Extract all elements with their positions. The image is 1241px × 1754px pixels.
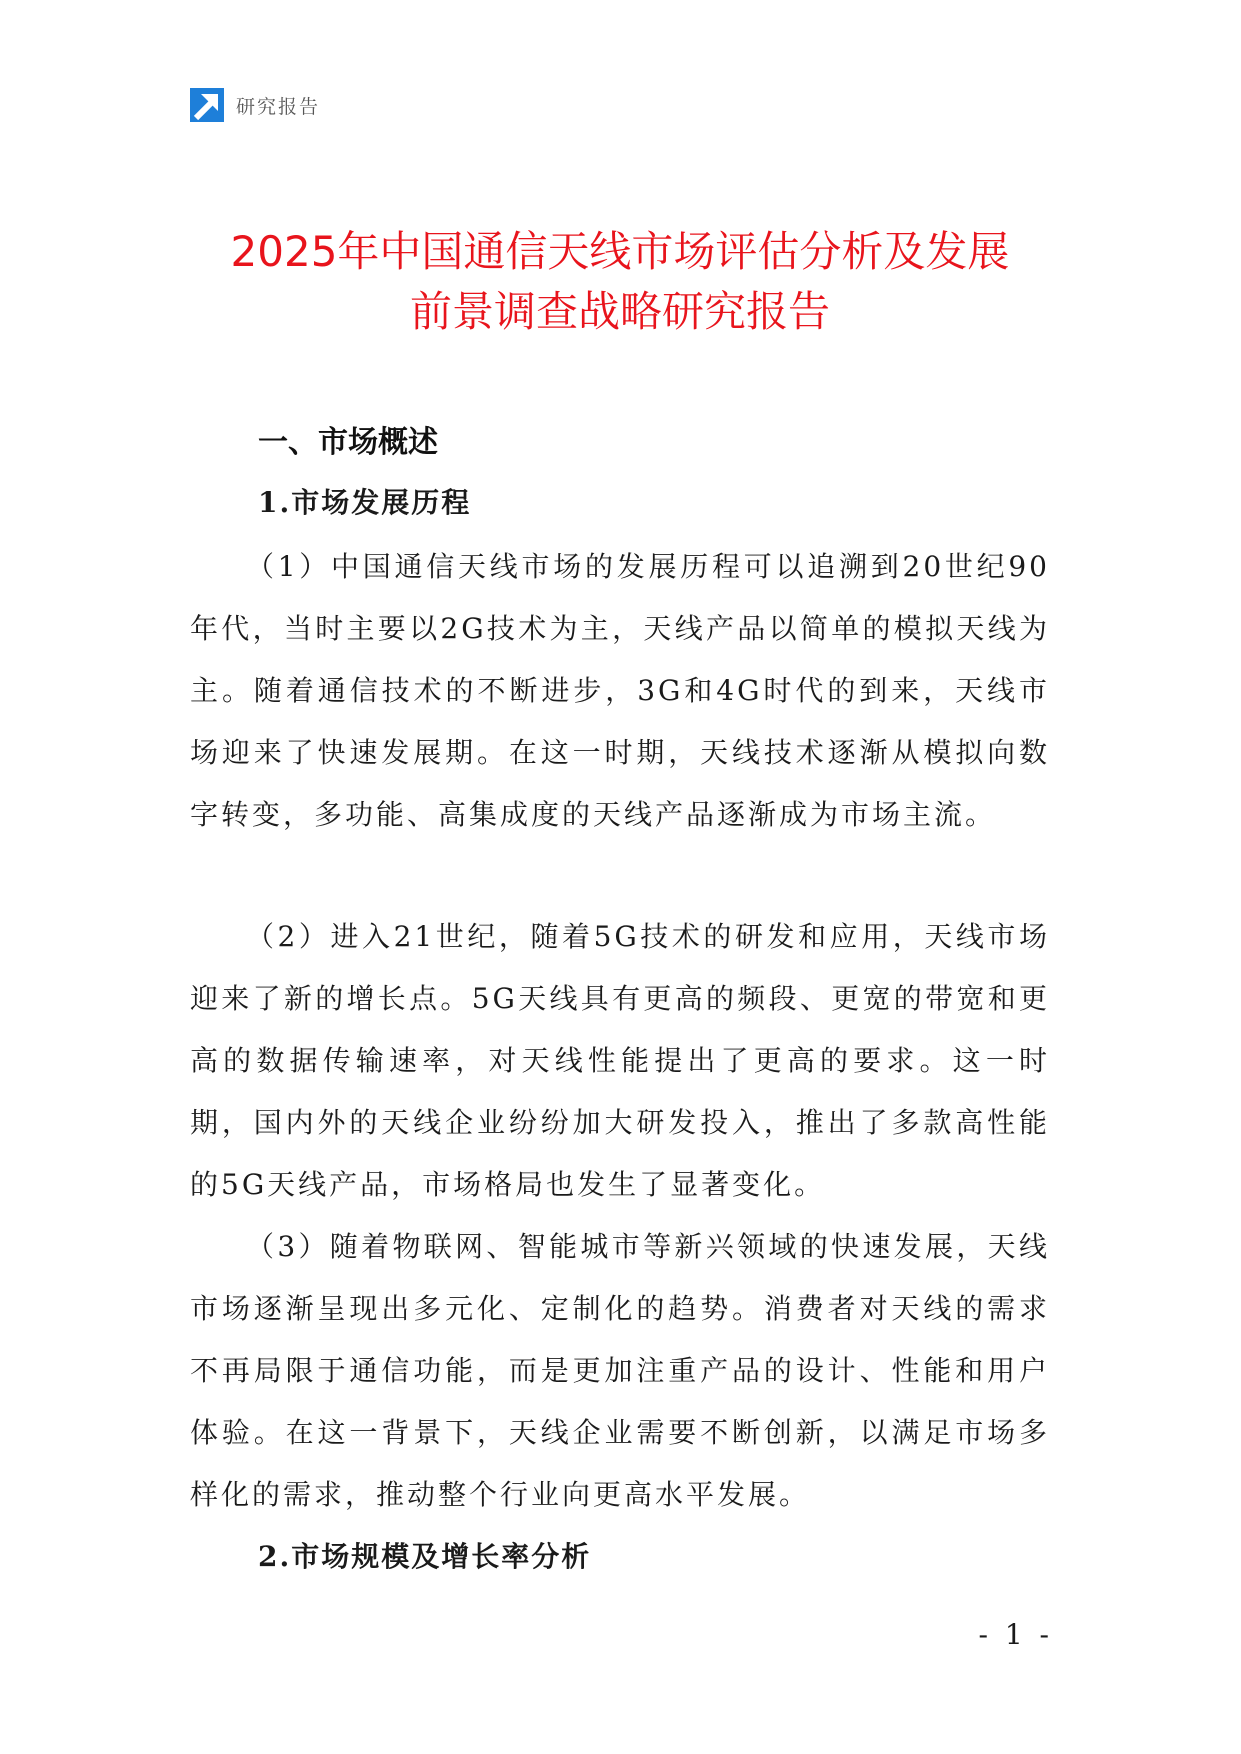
header-label: 研究报告 bbox=[236, 95, 321, 118]
document-title-line-1: 2025年中国通信天线市场评估分析及发展 bbox=[230, 227, 1010, 276]
subsection-heading-1: 1.市场发展历程 bbox=[258, 486, 472, 519]
page-number: - 1 - bbox=[978, 1618, 1053, 1651]
arrow-logo-icon bbox=[190, 88, 224, 122]
section-heading: 一、市场概述 bbox=[258, 425, 438, 460]
document-header bbox=[190, 88, 320, 122]
subsection-heading-2: 2.市场规模及增长率分析 bbox=[258, 1540, 592, 1573]
paragraph-1: （1）中国通信天线市场的发展历程可以追溯到20世纪90年代，当时主要以2G技术为主，天线产品以简单的模拟天线为主。随着通信技术的不断进步，3G和4G时代的到来，天线市场迎来了快速发展期。在这一时期，天线技术逐渐从模拟向数字转变，多功能、高集成度的天线产品逐渐成为市场主流。 bbox=[190, 550, 1050, 831]
paragraph-3: （3）随着物联网、智能城市等新兴领域的快速发展，天线市场逐渐呈现出多元化、定制化的趋势。消费者对天线的需求不再局限于通信功能，而是更加注重产品的设计、性能和用户体验。在这一背景下，天线企业需要不断创新，以满足市场多样化的需求，推动整个行业向更高水平发展。 bbox=[190, 1230, 1050, 1511]
paragraph-2: （2）进入21世纪，随着5G技术的研发和应用，天线市场迎来了新的增长点。5G天线具有更高的频段、更宽的带宽和更高的数据传输速率，对天线性能提出了更高的要求。这一时期，国内外的天线企业纷纷加大研发投入，推出了多款高性能的5G天线产品，市场格局也发生了显著变化。 bbox=[190, 920, 1050, 1201]
document-title-line-2: 前景调查战略研究报告 bbox=[409, 287, 830, 336]
